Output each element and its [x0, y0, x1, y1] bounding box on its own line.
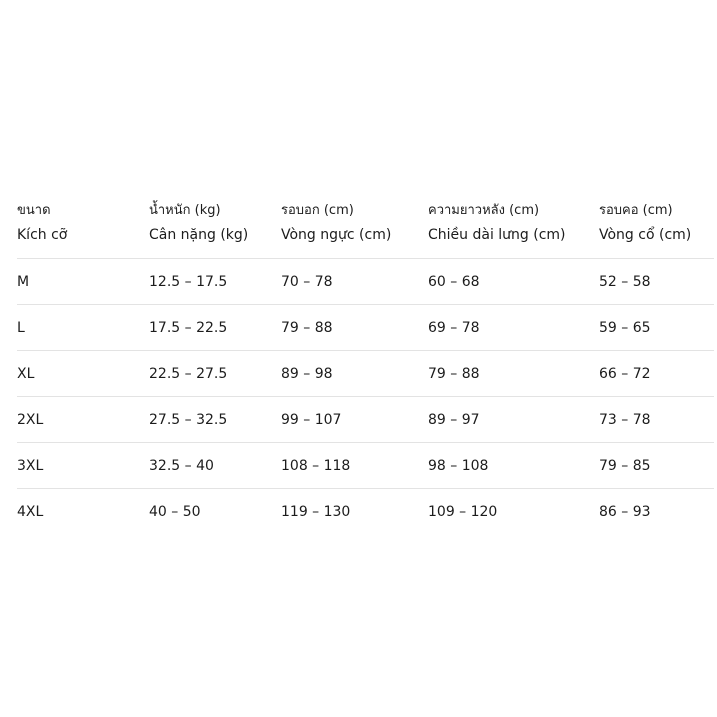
- table-row: [17, 259, 714, 305]
- neck-cell: 73 – 78: [599, 397, 714, 443]
- weight-cell: 32.5 – 40: [149, 443, 281, 489]
- header-back-length-vietnamese: Chiều dài lưng (cm): [428, 227, 566, 243]
- back-length-cell: 109 – 120: [428, 503, 498, 520]
- neck-cell: 59 – 65: [599, 305, 714, 351]
- header-back-length-thai: ความยาวหลัง (cm): [428, 203, 540, 218]
- table-row: [17, 443, 714, 489]
- size-cell: 3XL: [17, 443, 149, 489]
- neck-cell: 86 – 93: [599, 503, 651, 520]
- size-cell: 2XL: [17, 397, 149, 443]
- size-cell: L: [17, 305, 149, 351]
- table-row: [17, 305, 714, 351]
- size-cell: XL: [17, 351, 149, 397]
- neck-cell: 66 – 72: [599, 351, 714, 397]
- back-length-cell: 60 – 68: [428, 259, 599, 305]
- table-row: [17, 489, 714, 535]
- back-length-cell: 69 – 78: [428, 305, 599, 351]
- chest-cell: 70 – 78: [281, 259, 428, 305]
- table-row: [17, 351, 714, 397]
- header-chest-vietnamese: Vòng ngực (cm): [281, 227, 392, 243]
- header-weight: [149, 198, 281, 259]
- header-size-thai: ขนาด: [17, 203, 51, 218]
- weight-cell: 17.5 – 22.5: [149, 305, 281, 351]
- weight-cell: 40 – 50: [149, 503, 201, 520]
- header-weight-thai: น้ำหนัก (kg): [149, 203, 221, 218]
- header-size-vietnamese: Kích cỡ: [17, 227, 68, 243]
- header-neck-thai: รอบคอ (cm): [599, 203, 673, 218]
- chest-cell: 79 – 88: [281, 305, 428, 351]
- header-back-length: [428, 198, 599, 259]
- header-row: [17, 198, 714, 259]
- header-chest-thai: รอบอก (cm): [281, 203, 354, 218]
- back-length-cell: 98 – 108: [428, 443, 599, 489]
- weight-cell: 22.5 – 27.5: [149, 351, 281, 397]
- size-cell: M: [17, 259, 149, 305]
- back-length-cell: 79 – 88: [428, 351, 599, 397]
- chest-cell: 108 – 118: [281, 443, 428, 489]
- chest-cell: 119 – 130: [281, 503, 351, 520]
- weight-cell: 27.5 – 32.5: [149, 397, 281, 443]
- weight-cell: 12.5 – 17.5: [149, 259, 281, 305]
- header-size: [17, 198, 149, 259]
- chest-cell: 99 – 107: [281, 397, 428, 443]
- chest-cell: 89 – 98: [281, 351, 428, 397]
- back-length-cell: 89 – 97: [428, 397, 599, 443]
- neck-cell: 79 – 85: [599, 443, 714, 489]
- neck-cell: 52 – 58: [599, 259, 714, 305]
- header-weight-vietnamese: Cân nặng (kg): [149, 227, 249, 243]
- size-cell: 4XL: [17, 503, 44, 520]
- header-chest: [281, 198, 428, 259]
- size-chart-table: [17, 198, 714, 534]
- table-row: [17, 397, 714, 443]
- header-neck: [599, 198, 714, 259]
- header-neck-vietnamese: Vòng cổ (cm): [599, 227, 692, 243]
